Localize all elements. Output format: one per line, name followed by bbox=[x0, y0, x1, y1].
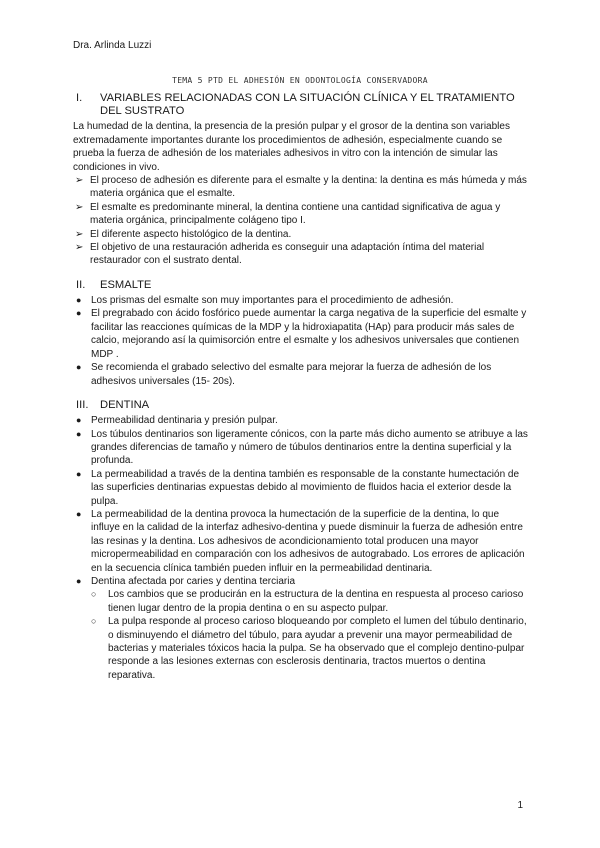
dot-bullet-icon: ● bbox=[76, 508, 82, 519]
page-number: 1 bbox=[517, 800, 523, 811]
section-number: I. bbox=[76, 92, 83, 104]
arrow-bullet-list bbox=[73, 174, 529, 268]
list-item-text: Los prismas del esmalte son muy importantes para el procedimiento de adhesión. bbox=[91, 295, 454, 307]
list-item-text: La permeabilidad a través de la dentina también es responsable de la constante humectación de las superficies dentinarias expuestas debido al movimiento de fluidos hacia el exterior desde la pulpa. bbox=[91, 468, 520, 507]
circle-bullet-icon: ○ bbox=[91, 589, 97, 600]
list-item-text: El diferente aspecto histológico de la dentina. bbox=[90, 228, 292, 240]
list-item-text: El pregrabado con ácido fosfórico puede aumentar la carga negativa de la superficie del esmalte y facilitar las reacciones químicas de la MDP y la hidroxiapatita (HAp) para producir más sales de calcio, mejorando así la quimisorción entre el esmalte y los adhesivos universales que contienen MDP . bbox=[91, 308, 527, 360]
arrow-bullet-icon: ➢ bbox=[75, 242, 84, 254]
list-item bbox=[73, 428, 529, 468]
list-item-text: Se recomienda el grabado selectivo del esmalte para mejorar la fuerza de adhesión de los adhesivos universales (15- 20s). bbox=[91, 362, 492, 387]
section-title: ESMALTE bbox=[100, 278, 152, 291]
dot-bullet-list bbox=[73, 414, 529, 588]
list-item-text: El esmalte es predominante mineral, la dentina contiene una cantidad significativa de agua y materia orgánica, principalmente colágeno tipo I. bbox=[90, 201, 501, 227]
arrow-bullet-icon: ➢ bbox=[75, 175, 84, 187]
author-header: Dra. Arlinda Luzzi bbox=[73, 40, 152, 51]
list-item-text: Permeabilidad dentinaria y presión pulpar. bbox=[91, 415, 278, 427]
list-item-text: La permeabilidad de la dentina provoca la humectación de la superficie de la dentina, lo que influye en la calidad de la interfaz adhesivo-dentina y puede disminuir la fuerza de adhesión entre las resinas y la dentina. Los adhesivos de acondicionamiento total producen una mayor micropermeabilidad en comparación con los adhesivos de autograbado. Los errores de aplicación en la secuencia clínica también pueden influir en la permeabilidad dentinaria. bbox=[91, 508, 525, 574]
list-item bbox=[73, 294, 529, 307]
list-item bbox=[73, 615, 529, 682]
section-title: DENTINA bbox=[100, 398, 150, 411]
dot-bullet-icon: ● bbox=[76, 295, 82, 306]
list-item bbox=[73, 307, 529, 361]
list-item-text: El objetivo de una restauración adherida es conseguir una adaptación íntima del material restaurador con el sustrato dental. bbox=[90, 242, 485, 267]
list-item bbox=[73, 508, 529, 575]
section-number: II. bbox=[76, 278, 86, 291]
section-title: VARIABLES RELACIONADAS CON LA SITUACIÓN CLÍNICA Y EL TRATAMIENTO DEL SUSTRATO bbox=[100, 92, 515, 118]
section-intro-paragraph: La humedad de la dentina, la presencia de la presión pulpar y el grosor de la dentina son variables extremadamente importantes durante los procedimientos de adhesión, especialmente cuando se prueba la fuerza de adhesión de los materiales adhesivos in vitro con la intención de simular las condiciones in vivo. bbox=[73, 121, 510, 173]
list-item bbox=[73, 588, 529, 615]
list-item bbox=[73, 575, 529, 588]
arrow-bullet-icon: ➢ bbox=[75, 201, 84, 213]
section-heading-1 bbox=[73, 92, 529, 118]
list-item bbox=[73, 241, 529, 268]
dot-bullet-icon: ● bbox=[76, 308, 82, 319]
list-item bbox=[73, 361, 529, 388]
list-item bbox=[73, 414, 529, 427]
list-item-text: La pulpa responde al proceso carioso bloqueando por completo el lumen del túbulo dentinario, o disminuyendo el diámetro del túbulo, para ayudar a prevenir una mayor permeabilidad de bacterias y materiales tóxicos hacia la pulpa. Se ha observado que el complejo dentino-pulpar responde a las lesiones externas con esclerosis dentinaria, tractos muertos o dentina reparativa. bbox=[108, 616, 527, 681]
list-item bbox=[73, 201, 529, 228]
arrow-bullet-icon: ➢ bbox=[75, 228, 84, 240]
list-item-text: Los túbulos dentinarios son ligeramente cónicos, con la parte más dicho aumento se atribuye a las grandes diferencias de tamaño y número de túbulos dentinarios entre la dentina superficial y la profunda. bbox=[91, 428, 528, 467]
section-heading-3 bbox=[73, 399, 529, 412]
dot-bullet-icon: ● bbox=[76, 362, 82, 373]
list-item-text: Dentina afectada por caries y dentina terciaria bbox=[91, 576, 296, 587]
circle-bullet-icon: ○ bbox=[91, 616, 97, 627]
document-title: TEMA 5 PTD EL ADHESIÓN EN ODONTOLOGÍA CONSERVADORA bbox=[172, 76, 428, 85]
list-item-text: Los cambios que se producirán en la estructura de la dentina en respuesta al proceso carioso tienen lugar dentro de la propia dentina o en su aspecto pulpar. bbox=[108, 589, 524, 614]
dot-bullet-icon: ● bbox=[76, 428, 82, 439]
dot-bullet-icon: ● bbox=[76, 468, 82, 479]
section-number: III. bbox=[76, 398, 89, 411]
dot-bullet-list bbox=[73, 294, 529, 388]
list-item bbox=[73, 468, 529, 508]
dot-bullet-icon: ● bbox=[76, 576, 82, 586]
document-body bbox=[73, 92, 529, 682]
dot-bullet-icon: ● bbox=[76, 415, 82, 426]
list-item bbox=[73, 174, 529, 201]
section-heading-2 bbox=[73, 279, 529, 292]
list-item-text: El proceso de adhesión es diferente para el esmalte y la dentina: la dentina es más húmeda y más materia orgánica que el esmalte. bbox=[90, 175, 527, 200]
list-item bbox=[73, 228, 529, 241]
sub-bullet-list bbox=[73, 588, 529, 682]
